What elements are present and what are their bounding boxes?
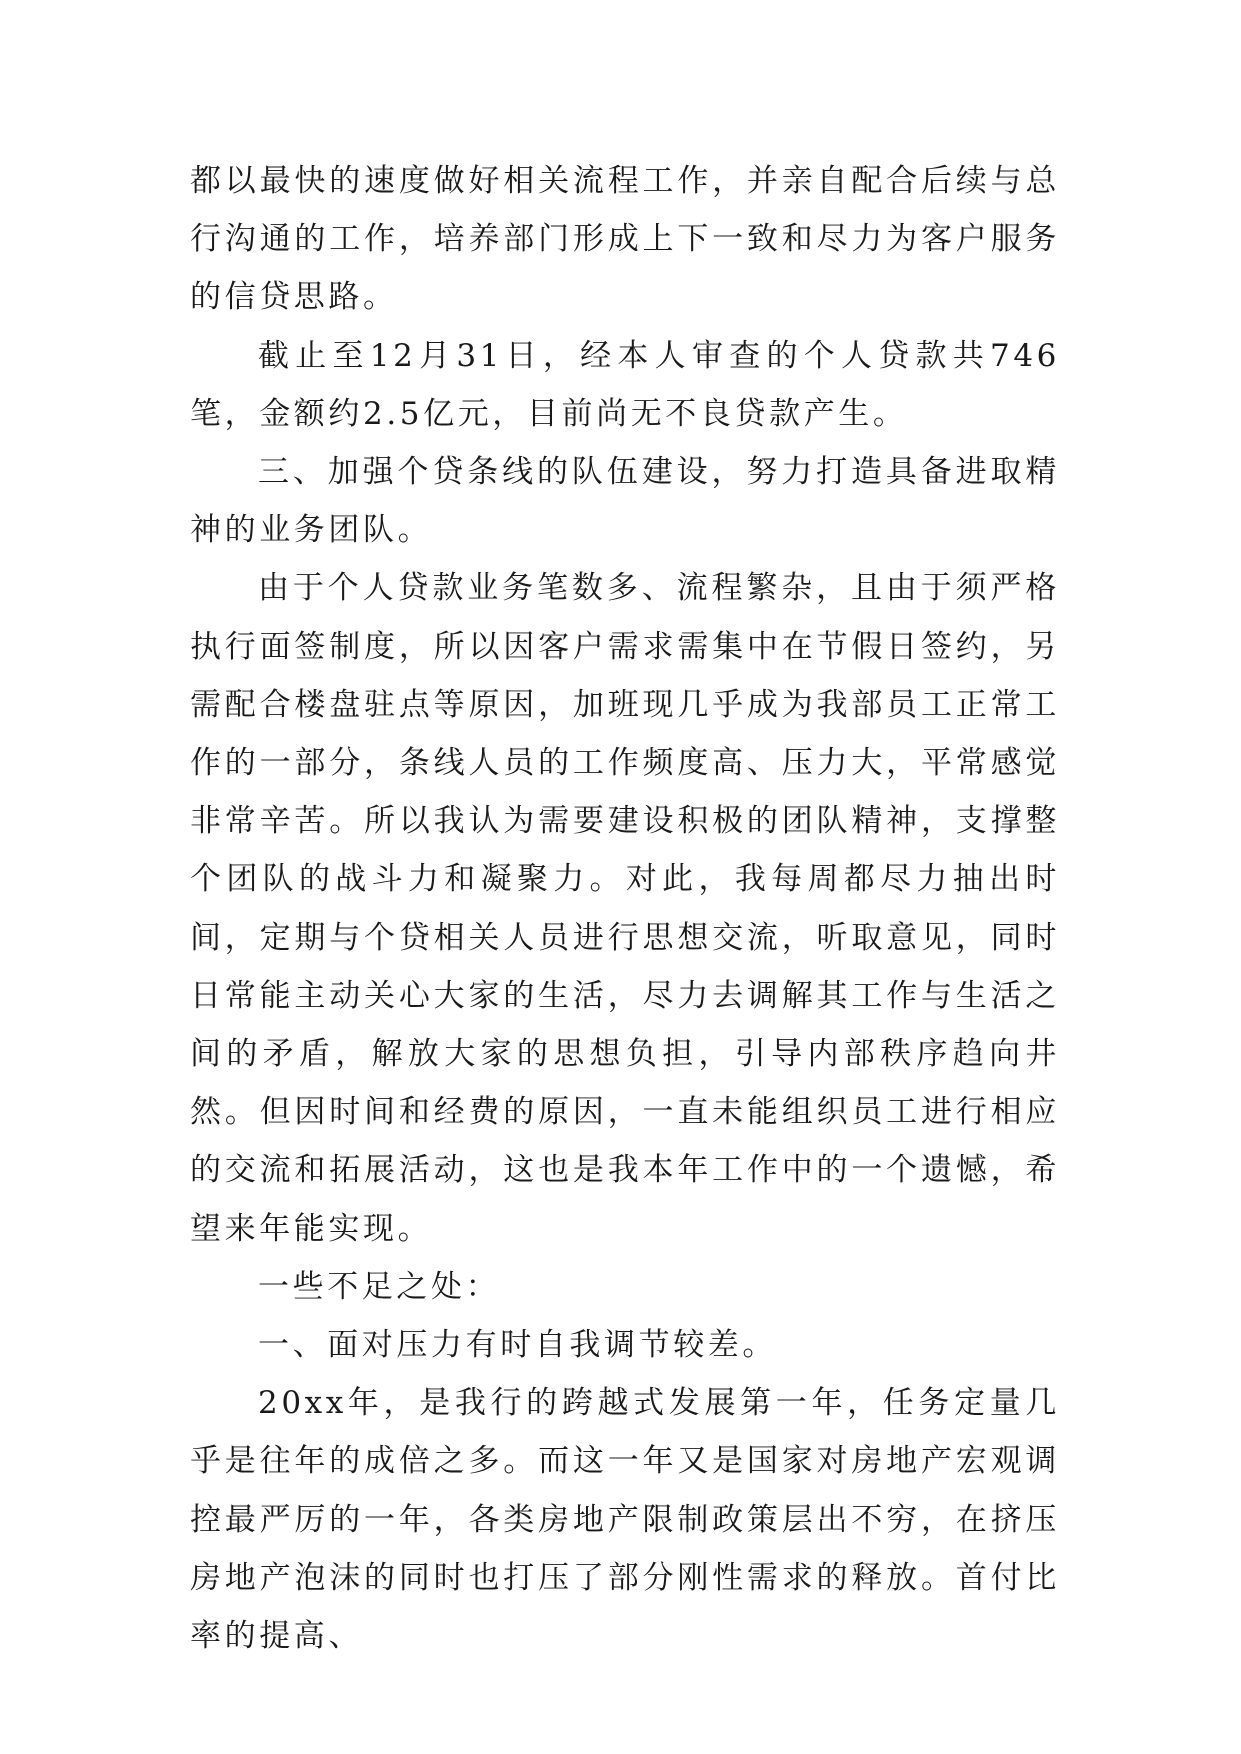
document-page	[190, 152, 1060, 1665]
paragraph-2: 截止至12月31日，经本人审查的个人贷款共746笔，金额约2.5亿元，目前尚无不良贷款产生。	[190, 337, 1060, 432]
paragraph-7: 20xx年，是我行的跨越式发展第一年，任务定量几乎是往年的成倍之多。而这一年又是国家对房地产宏观调控最严厉的一年，各类房地产限制政策层出不穷，在挤压房地产泡沫的同时也打压了部分刚性需求的释放。首付比率的提高、	[190, 1385, 1060, 1655]
paragraph-4: 由于个人贷款业务笔数多、流程繁杂，且由于须严格执行面签制度，所以因客户需求需集中在节假日签约，另需配合楼盘驻点等原因，加班现几乎成为我部员工正常工作的一部分，条线人员的工作频度高、压力大，平常感觉非常辛苦。所以我认为需要建设积极的团队精神，支撑整个团队的战斗力和凝聚力。对此，我每周都尽力抽出时间，定期与个贷相关人员进行思想交流，听取意见，同时日常能主动关心大家的生活，尽力去调解其工作与生活之间的矛盾，解放大家的思想负担，引导内部秩序趋向井然。但因时间和经费的原因，一直未能组织员工进行相应的交流和拓展活动，这也是我本年工作中的一个遗憾，希望来年能实现。	[190, 570, 1060, 1247]
paragraph-3-heading: 三、加强个贷条线的队伍建设，努力打造具备进取精神的业务团队。	[190, 454, 1060, 549]
paragraph-5-heading: 一些不足之处：	[258, 1268, 501, 1305]
paragraph-1: 都以最快的速度做好相关流程工作，并亲自配合后续与总行沟通的工作，培养部门形成上下一致和尽力为客户服务的信贷思路。	[190, 163, 1060, 316]
paragraph-6-heading: 一、面对压力有时自我调节较差。	[258, 1327, 777, 1364]
